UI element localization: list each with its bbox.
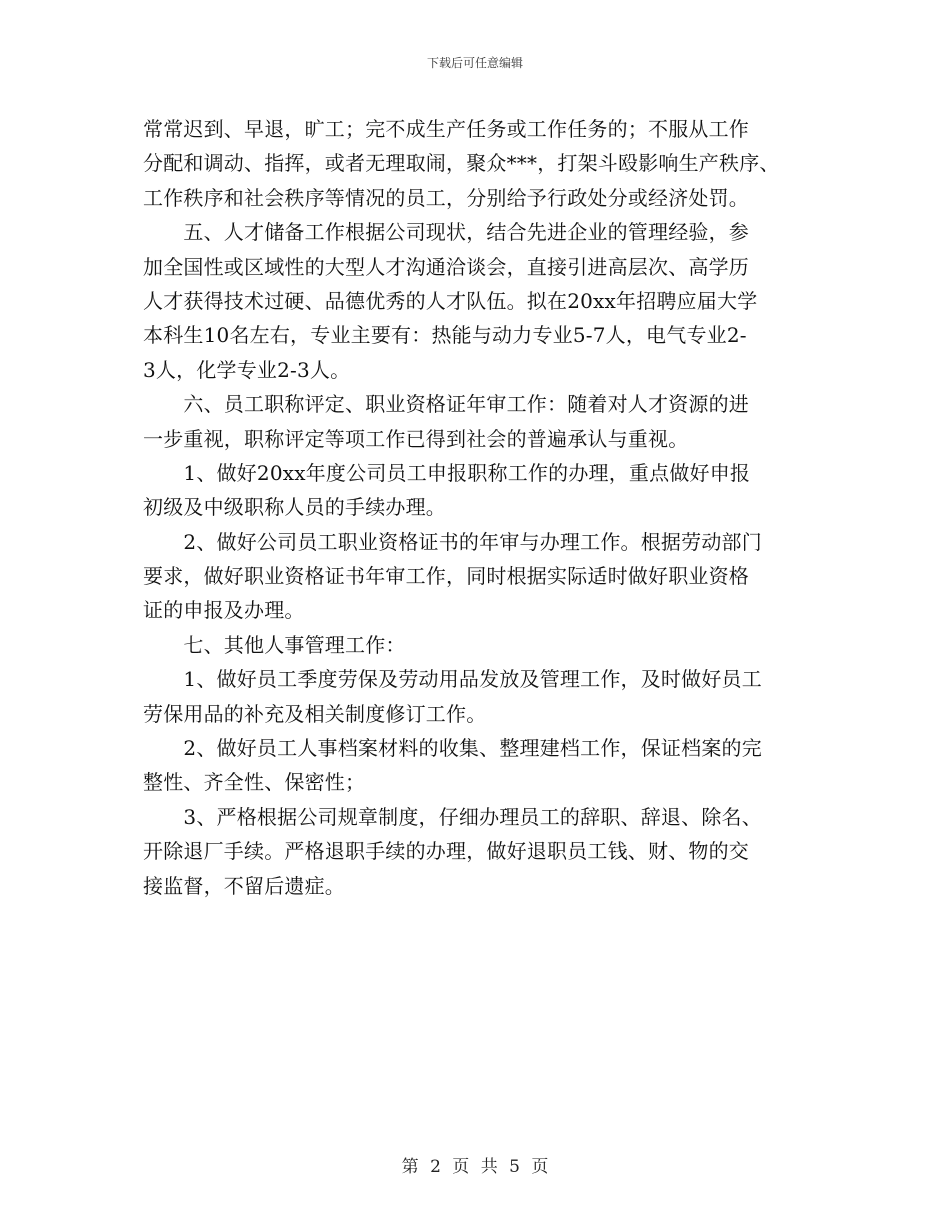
- text-line: 五、人才储备工作根据公司现状，结合先进企业的管理经验，参: [143, 220, 749, 245]
- text-line: 3、严格根据公司规章制度，仔细办理员工的辞职、辞退、除名、: [143, 804, 762, 829]
- text-line: 要求，做好职业资格证书年审工作，同时根据实际适时做好职业资格: [143, 564, 749, 589]
- text-line: 一步重视，职称评定等项工作已得到社会的普遍承认与重视。: [143, 426, 689, 451]
- text-line: 1、做好员工季度劳保及劳动用品发放及管理工作，及时做好员工: [143, 667, 762, 692]
- text-line: 分配和调动、指挥，或者无理取闹，聚众***，打架斗殴影响生产秩序、: [143, 151, 780, 176]
- footer-label-total: 共: [480, 1157, 498, 1177]
- document-body: [143, 112, 813, 903]
- text-line: 常常迟到、早退，旷工；完不成生产任务或工作任务的；不服从工作: [143, 117, 749, 141]
- text-line: 劳保用品的补充及相关制度修订工作。: [143, 701, 487, 726]
- text-line: 3人，化学专业2-3人。: [143, 357, 351, 382]
- text-line: 2、做好员工人事档案材料的收集、整理建档工作，保证档案的完: [143, 736, 762, 761]
- page-footer: [0, 1152, 950, 1177]
- footer-label-unit-2: 页: [531, 1157, 549, 1177]
- current-page-number: 2: [430, 1157, 441, 1177]
- text-line: 本科生10名左右，专业主要有：热能与动力专业5-7人，电气专业2-: [143, 323, 747, 348]
- footer-label-page: 第: [401, 1157, 419, 1177]
- text-line: 接监督，不留后遗症。: [143, 873, 345, 898]
- text-line: 整性、齐全性、保密性；: [143, 770, 366, 795]
- text-line: 开除退厂手续。严格退职手续的办理，做好退职员工钱、财、物的交: [143, 839, 749, 864]
- text-line: 工作秩序和社会秩序等情况的员工，分别给予行政处分或经济处罚。: [143, 185, 749, 210]
- footer-label-unit: 页: [452, 1157, 470, 1177]
- header-note: 下载后可任意编辑: [426, 56, 523, 70]
- text-line: 六、员工职称评定、职业资格证年审工作：随着对人才资源的进: [143, 392, 749, 417]
- text-line: 加全国性或区域性的大型人才沟通洽谈会，直接引进高层次、高学历: [143, 254, 749, 279]
- text-line: 证的申报及办理。: [143, 598, 305, 623]
- text-line: 1、做好20xx年度公司员工申报职称工作的办理，重点做好申报: [143, 460, 751, 485]
- text-line: 七、其他人事管理工作：: [143, 632, 406, 657]
- text-line: 初级及中级职称人员的手续办理。: [143, 495, 446, 520]
- text-line: 人才获得技术过硬、品德优秀的人才队伍。拟在20xx年招聘应届大学: [143, 288, 758, 313]
- text-line: 2、做好公司员工职业资格证书的年审与办理工作。根据劳动部门: [143, 529, 762, 554]
- total-pages-number: 5: [509, 1157, 520, 1177]
